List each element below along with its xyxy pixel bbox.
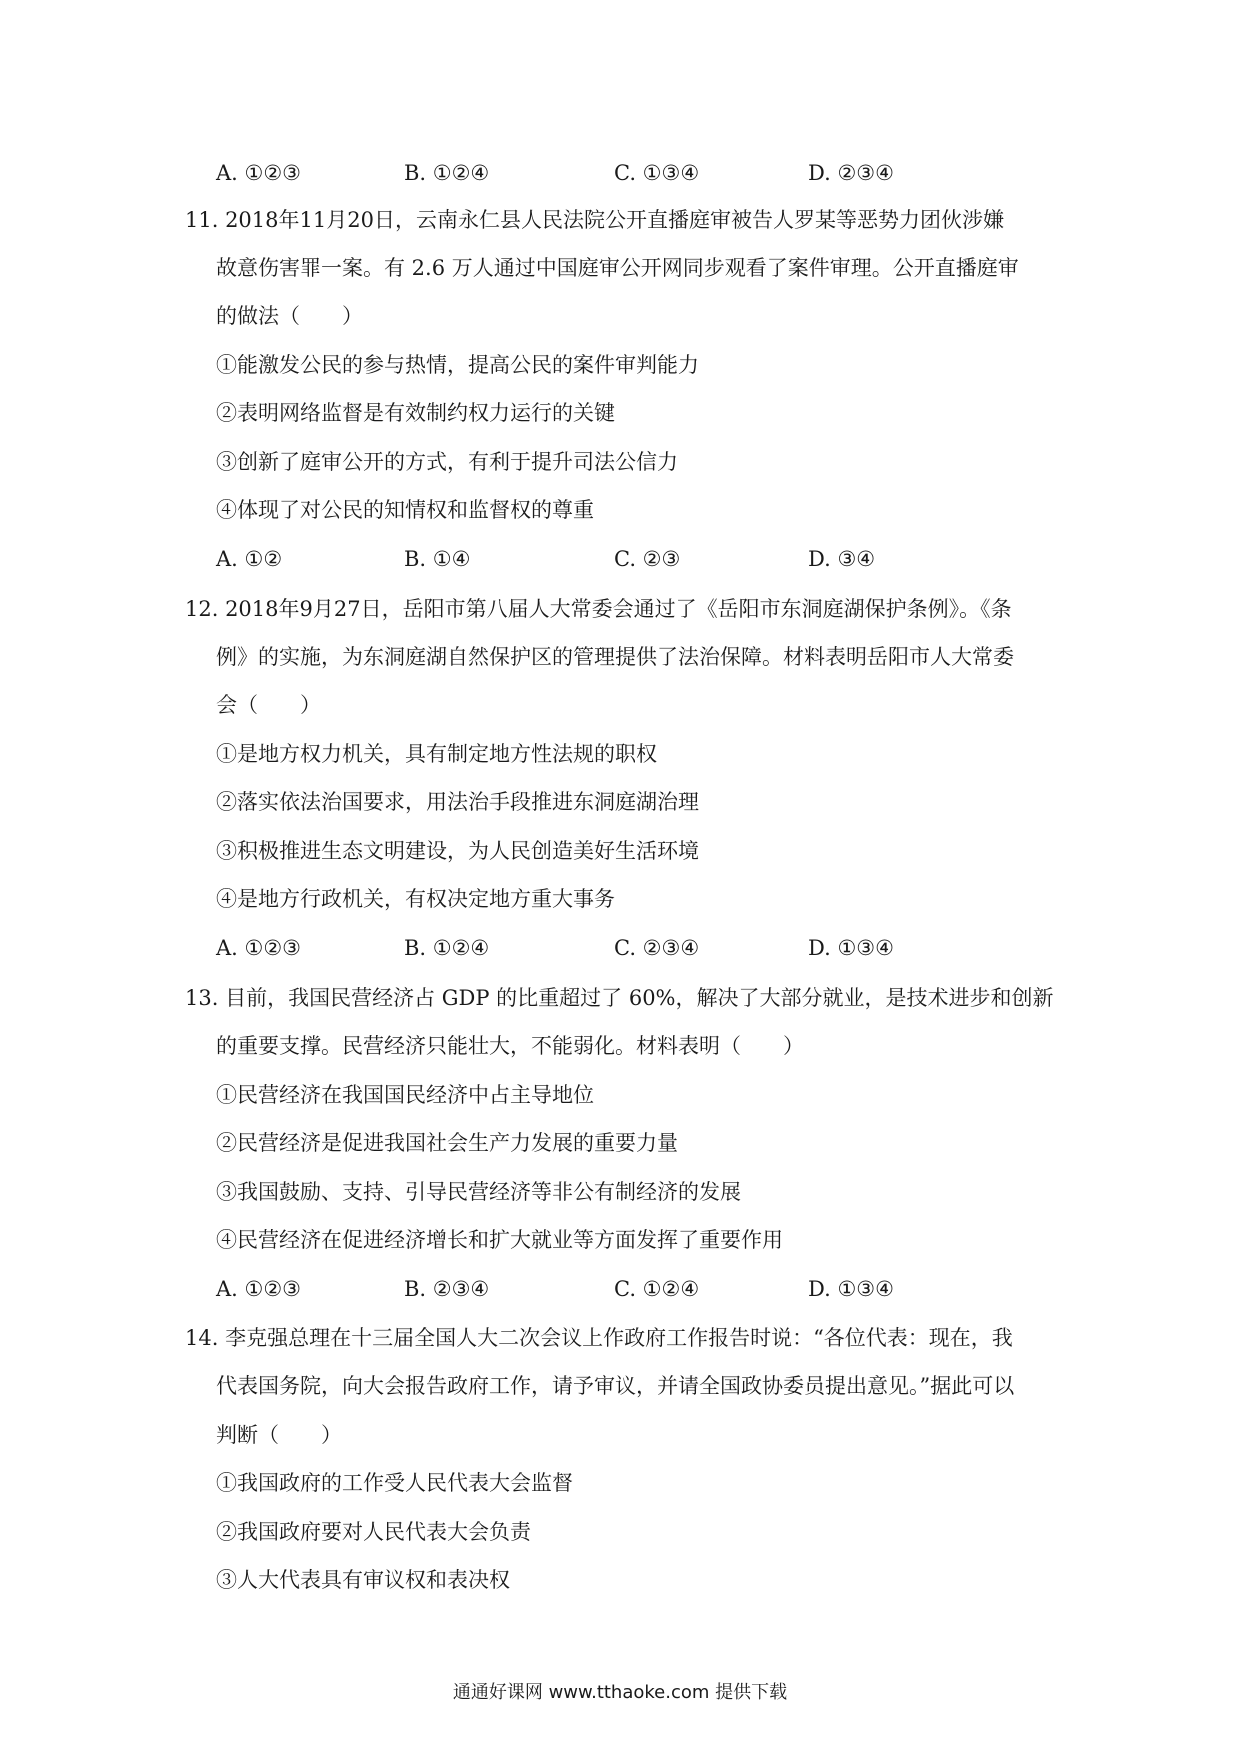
q10-option-d: D. ②③④ [808,161,894,185]
q12-item-2: ②落实依法治国要求，用法治手段推进东洞庭湖治理 [216,790,699,814]
q14-item-3: ③人大代表具有审议权和表决权 [216,1568,510,1592]
q10-option-c: C. ①③④ [614,161,700,185]
q12-stem-line-2: 例》的实施，为东洞庭湖自然保护区的管理提供了法治保障。材料表明岳阳市人大常委 [216,645,1014,669]
q14-item-2: ②我国政府要对人民代表大会负责 [216,1520,531,1544]
q13-item-1: ①民营经济在我国国民经济中占主导地位 [216,1083,594,1107]
q12-option-a: A. ①②③ [216,936,301,960]
q10-options [216,158,1016,188]
q11-item-1: ①能激发公民的参与热情，提高公民的案件审判能力 [216,353,699,377]
q12-stem-line-1: 12. 2018年9月27日，岳阳市第八届人大常委会通过了《岳阳市东洞庭湖保护条例》。《条 [185,597,1012,621]
q11-item-4: ④体现了对公民的知情权和监督权的尊重 [216,498,594,522]
q11-stem-line-1: 11. 2018年11月20日，云南永仁县人民法院公开直播庭审被告人罗某等恶势力团伙涉嫌 [185,208,1004,232]
q13-item-2: ②民营经济是促进我国社会生产力发展的重要力量 [216,1131,678,1155]
q11-option-d: D. ③④ [808,547,876,571]
q12-options [216,933,1016,963]
q12-item-1: ①是地方权力机关，具有制定地方性法规的职权 [216,742,657,766]
q13-options [216,1274,1016,1304]
q11-stem-line-3: 的做法（ ） [216,304,363,328]
q10-option-b: B. ①②④ [404,161,490,185]
q13-stem-line-1: 13. 目前，我国民营经济占 GDP 的比重超过了 60%，解决了大部分就业，是技术进步和创新 [185,986,1054,1010]
q13-option-d: D. ①③④ [808,1277,894,1301]
q11-option-b: B. ①④ [404,547,471,571]
q13-option-c: C. ①②④ [614,1277,700,1301]
q11-item-2: ②表明网络监督是有效制约权力运行的关键 [216,401,615,425]
q11-item-3: ③创新了庭审公开的方式，有利于提升司法公信力 [216,450,678,474]
q12-option-c: C. ②③④ [614,936,700,960]
q12-option-b: B. ①②④ [404,936,490,960]
q11-options [216,544,1016,574]
q13-item-4: ④民营经济在促进经济增长和扩大就业等方面发挥了重要作用 [216,1228,783,1252]
q11-option-c: C. ②③ [614,547,681,571]
q12-item-4: ④是地方行政机关，有权决定地方重大事务 [216,887,615,911]
q14-stem-line-2: 代表国务院，向大会报告政府工作，请予审议，并请全国政协委员提出意见。”据此可以 [216,1374,1015,1398]
q13-item-3: ③我国鼓励、支持、引导民营经济等非公有制经济的发展 [216,1180,741,1204]
q14-stem-line-3: 判断（ ） [216,1423,342,1447]
q12-option-d: D. ①③④ [808,936,894,960]
q12-item-3: ③积极推进生态文明建设，为人民创造美好生活环境 [216,839,699,863]
q11-stem-line-2: 故意伤害罪一案。有 2.6 万人通过中国庭审公开网同步观看了案件审理。公开直播庭审 [216,256,1019,280]
q13-stem-line-2: 的重要支撑。民营经济只能壮大，不能弱化。材料表明（ ） [216,1034,804,1058]
q13-option-b: B. ②③④ [404,1277,490,1301]
q13-option-a: A. ①②③ [216,1277,301,1301]
page-footer: 通通好课网 www.tthaoke.com 提供下载 [452,1682,788,1703]
q12-stem-line-3: 会（ ） [216,693,321,717]
q10-option-a: A. ①②③ [216,161,301,185]
q14-item-1: ①我国政府的工作受人民代表大会监督 [216,1471,573,1495]
q11-option-a: A. ①② [216,547,283,571]
q14-stem-line-1: 14. 李克强总理在十三届全国人大二次会议上作政府工作报告时说：“各位代表：现在，我 [185,1326,1013,1350]
